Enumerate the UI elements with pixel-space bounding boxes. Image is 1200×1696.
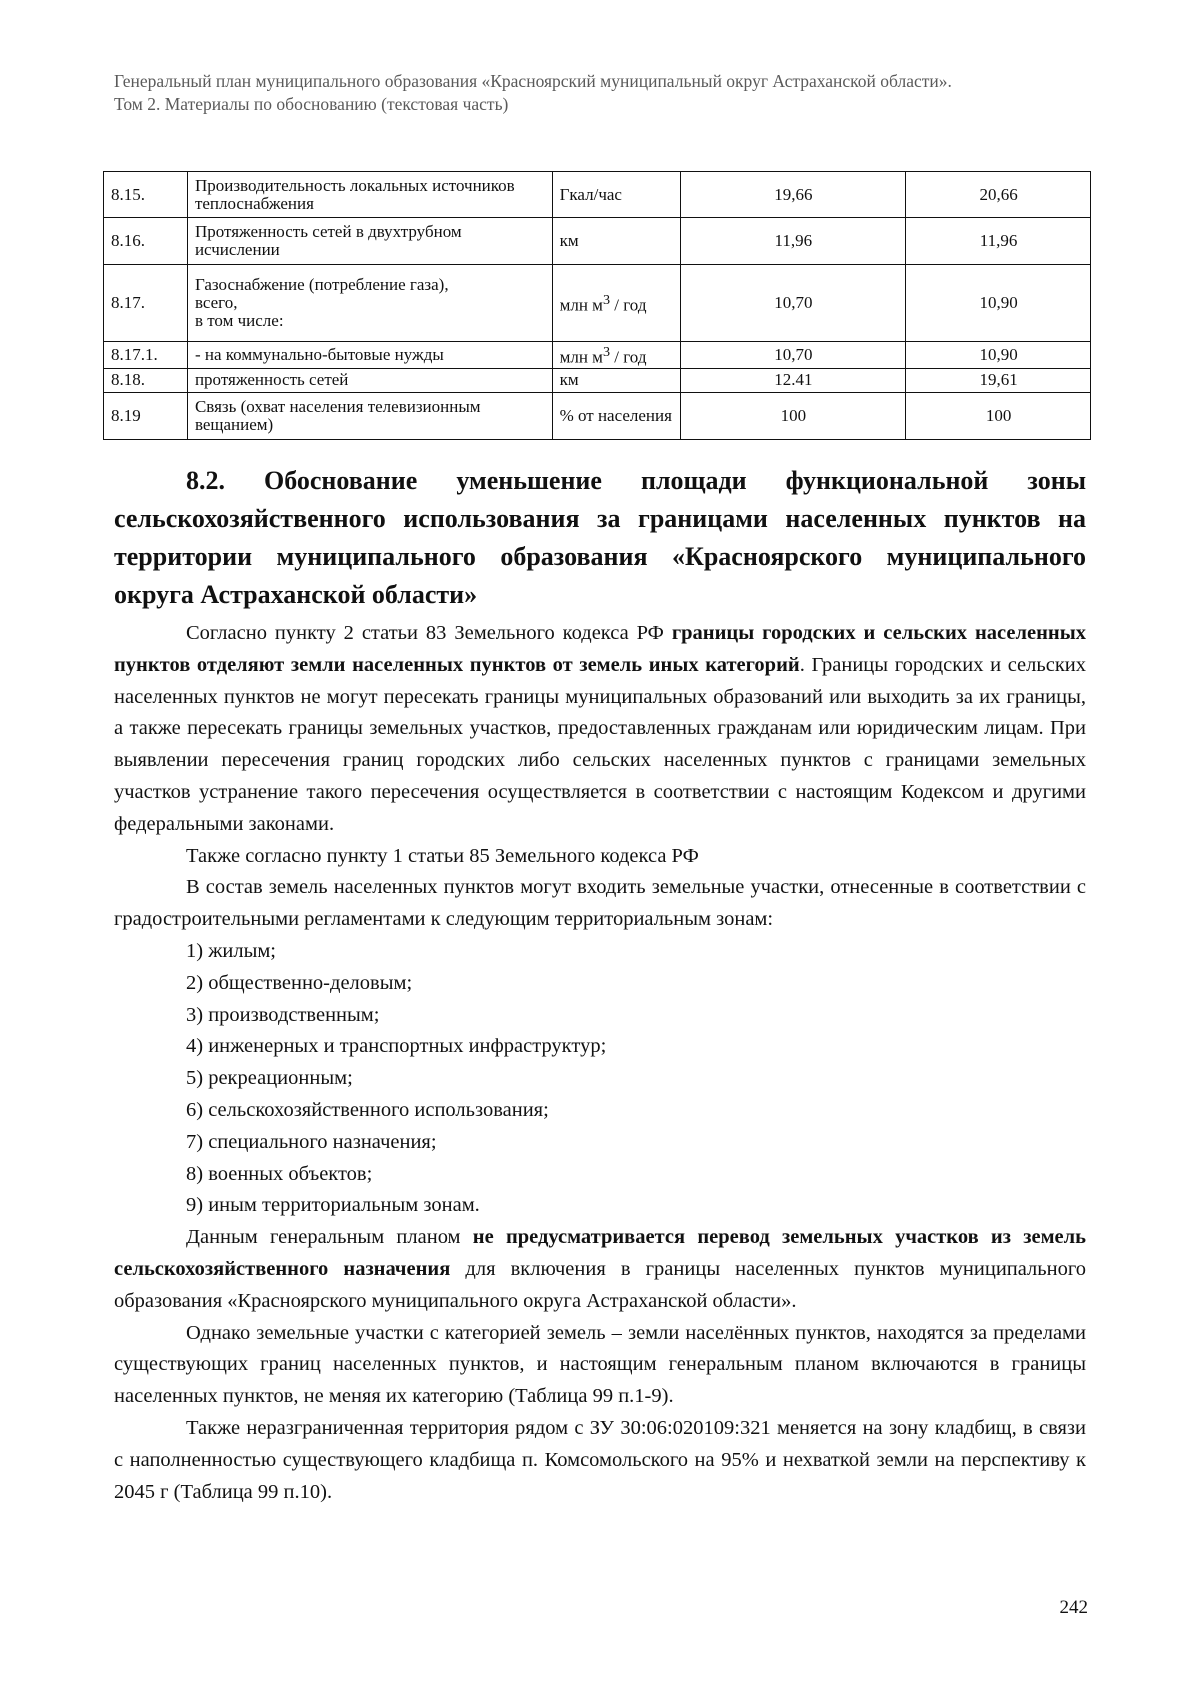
- running-header: [114, 70, 1094, 116]
- row-name: - на коммунально-бытовые нужды: [187, 342, 552, 369]
- list-item: 4) инженерных и транспортных инфраструктур;: [186, 1035, 607, 1058]
- text-run: . Границы городских и сельских населенных пунктов не могут пересекать границы муниципальных образований или выходить за их границы, а также пересекать границы земельных участков, предоставленных гражданам или юридическим лицам. При выявлении пересечения границ городских либо сельских населенных пунктов с границами земельных участков устранение такого пересечения осуществляется в соответствии с настоящим Кодексом и другими федеральными законами.: [114, 653, 1086, 835]
- row-unit: [552, 265, 680, 342]
- paragraph: [114, 618, 1086, 841]
- paragraph: В состав земель населенных пунктов могут входить земельные участки, отнесенные в соответствии с градостроительными регламентами к следующим территориальным зонам:: [114, 876, 1086, 931]
- unit-tail: / год: [610, 295, 647, 315]
- table-row: [104, 368, 1091, 392]
- row-name: Связь (охват населения телевизионным вещанием): [187, 392, 552, 439]
- list-item: 7) специального назначения;: [186, 1130, 437, 1153]
- paragraph: Также согласно пункту 1 статьи 85 Земельного кодекса РФ: [186, 844, 699, 867]
- section-title: 8.2. Обоснование уменьшение площади функциональной зоны сельскохозяйственного использования за границами населенных пунктов на территории муниципального образования «Красноярского муниципального округа Астраханской области»: [114, 466, 1086, 609]
- list-item: 9) иным территориальным зонам.: [186, 1194, 480, 1217]
- text-run: для включения в границы населенных пунктов муниципального образования «Красноярского муниципального округа Астраханской области».: [114, 1257, 1086, 1312]
- row-value-2: 20,66: [906, 172, 1091, 218]
- row-value-2: 10,90: [906, 265, 1091, 342]
- row-name: протяженность сетей: [187, 368, 552, 392]
- unit-superscript: 3: [602, 292, 611, 309]
- row-value-1: 11,96: [680, 218, 906, 265]
- text-run: Согласно пункту 2 статьи 83 Земельного кодекса РФ: [186, 622, 672, 644]
- row-number: 8.16.: [104, 218, 188, 265]
- row-name: Производительность локальных источников теплоснабжения: [187, 172, 552, 218]
- unit-text: млн м: [559, 295, 603, 315]
- list-item: 8) военных объектов;: [186, 1162, 373, 1185]
- row-number: 8.17.1.: [104, 342, 188, 369]
- row-unit: км: [552, 218, 680, 265]
- list-item: 2) общественно-деловым;: [186, 971, 413, 994]
- bold-text-run: не предусматривается перевод земельных участков из земель сельскохозяйственного назначения: [114, 1226, 1086, 1280]
- row-unit: % от населения: [552, 392, 680, 439]
- row-number: 8.19: [104, 392, 188, 439]
- table-row: [104, 218, 1091, 265]
- indicators-table: [103, 171, 1091, 440]
- row-number: 8.15.: [104, 172, 188, 218]
- row-unit: [552, 342, 680, 369]
- paragraph: Однако земельные участки с категорией земель – земли населённых пунктов, находятся за пределами существующих границ населенных пунктов, и настоящим генеральным планом включаются в границы населенных пунктов, не меняя их категорию (Таблица 99 п.1-9).: [114, 1321, 1086, 1408]
- row-value-1: 10,70: [680, 265, 906, 342]
- paragraph: [114, 1222, 1086, 1317]
- row-value-1: 10,70: [680, 342, 906, 369]
- row-number: 8.17.: [104, 265, 188, 342]
- section-body: [114, 462, 1086, 1508]
- table-row: [104, 342, 1091, 369]
- row-value-2: 100: [906, 392, 1091, 439]
- unit-tail: / год: [610, 347, 647, 367]
- unit-text: млн м: [559, 347, 603, 367]
- row-name: [187, 265, 552, 342]
- row-value-2: 10,90: [906, 342, 1091, 369]
- list-item: 3) производственным;: [186, 1003, 380, 1026]
- row-value-2: 19,61: [906, 368, 1091, 392]
- row-value-1: 19,66: [680, 172, 906, 218]
- paragraph: Также неразграниченная территория рядом с ЗУ 30:06:020109:321 меняется на зону кладбищ, в связи с наполненностью существующего кладбища п. Комсомольского на 95% и нехваткой земли на перспективу к 2045 г (Таблица 99 п.10).: [114, 1416, 1086, 1503]
- table-row: [104, 265, 1091, 342]
- list-item: 5) рекреационным;: [186, 1067, 353, 1090]
- page-number: 242: [1059, 1597, 1088, 1618]
- row-value-1: 12.41: [680, 368, 906, 392]
- row-name-line: всего,: [194, 293, 238, 312]
- row-unit: Гкал/час: [552, 172, 680, 218]
- row-name-line: Газоснабжение (потребление газа),: [194, 275, 449, 294]
- table-row: [104, 172, 1091, 218]
- text-run: Данным генеральным планом: [186, 1226, 473, 1249]
- unit-superscript: 3: [602, 344, 611, 360]
- header-line-2: Том 2. Материалы по обоснованию (текстовая часть): [114, 94, 509, 114]
- row-number: 8.18.: [104, 368, 188, 392]
- row-unit: км: [552, 368, 680, 392]
- list-item: 6) сельскохозяйственного использования;: [186, 1098, 549, 1121]
- row-name-line: в том числе:: [194, 311, 284, 330]
- row-value-2: 11,96: [906, 218, 1091, 265]
- list-item: 1) жилым;: [186, 939, 277, 962]
- bold-text-run: границы городских и сельских населенных пунктов отделяют земли населенных пунктов от земель иных категорий: [114, 622, 1086, 676]
- row-value-1: 100: [680, 392, 906, 439]
- table-row: [104, 392, 1091, 439]
- row-name: Протяженность сетей в двухтрубном исчислении: [187, 218, 552, 265]
- header-line-1: Генеральный план муниципального образования «Красноярский муниципальный округ Астраханской области».: [114, 71, 952, 91]
